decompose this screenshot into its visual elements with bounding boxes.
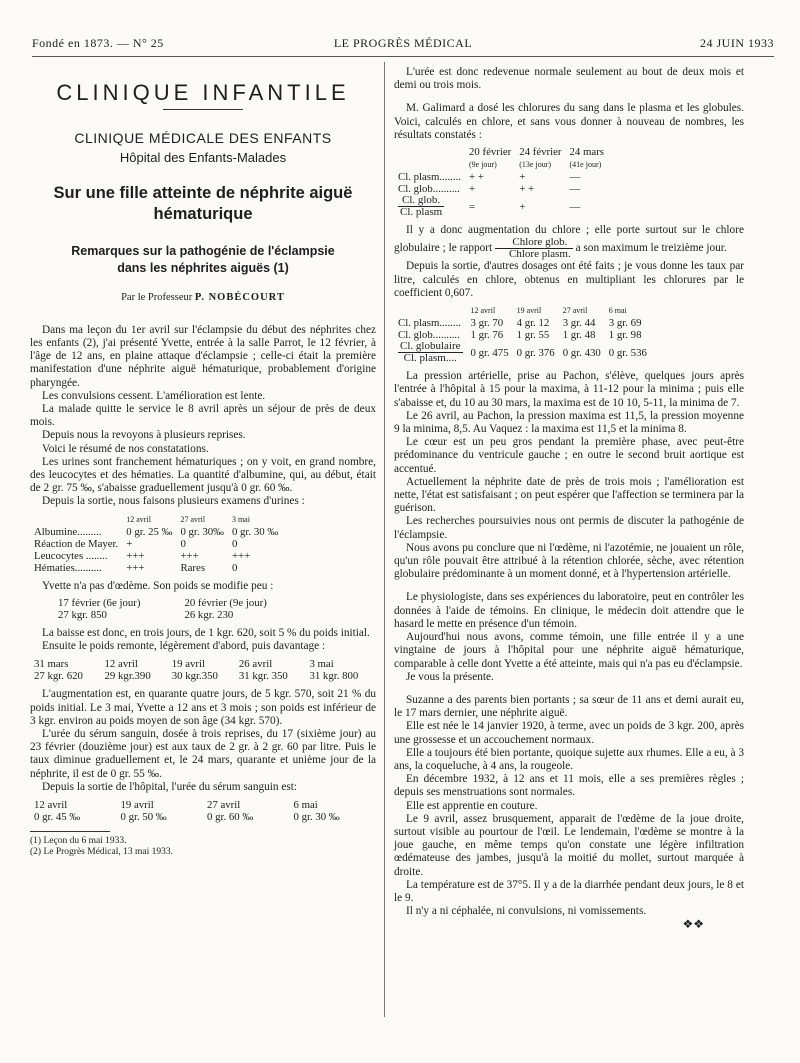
column-header: 27 avril: [180, 514, 206, 524]
table-subheader-row: [394, 158, 608, 171]
article-subtitle: [30, 243, 376, 277]
table-row: [394, 195, 608, 218]
column-subheader: (41e jour): [569, 160, 602, 170]
weight-table-2: [30, 658, 376, 682]
urine-table: [30, 513, 282, 574]
table-cell: 0 gr. 30‰: [180, 525, 224, 538]
table-cell: 1 gr. 48: [562, 329, 596, 342]
table-header-row: [394, 146, 608, 158]
column-header: 27 avril: [562, 306, 588, 316]
table-cell: 31 mars: [34, 658, 69, 671]
spacer: [394, 581, 744, 591]
ratio-denominator: Cl. plasm....: [403, 352, 457, 365]
paragraph: Yvette n'a pas d'œdème. Son poids se modifie peu :: [42, 579, 274, 592]
paragraph-text: a son maximum le treizième jour.: [575, 242, 727, 255]
table-row: [30, 799, 376, 811]
table-row: [30, 550, 282, 562]
clinic-name: CLINIQUE MÉDICALE DES ENFANTS: [74, 130, 332, 147]
table-cell: +: [126, 537, 133, 550]
table-cell: 12 avril: [104, 658, 138, 671]
paragraph: La malade quitte le service le 8 avril après un séjour de près de deux mois.: [30, 403, 376, 429]
column-subheader: (13e jour): [519, 160, 552, 170]
row-label: Hématies..........: [34, 561, 102, 574]
table-cell: + +: [468, 171, 484, 184]
table-cell: +++: [126, 561, 145, 574]
table-cell: +: [468, 183, 476, 196]
spacer: [394, 684, 744, 694]
row-label: Réaction de Mayer.: [34, 537, 119, 550]
running-header: [32, 36, 774, 52]
table-cell: 31 kgr. 350: [238, 670, 288, 683]
paragraph: [394, 224, 744, 260]
chlore-ratio: [495, 237, 573, 260]
header-rule: [32, 56, 774, 57]
table-cell: 3 gr. 44: [562, 317, 596, 330]
table-cell: 19 avril: [120, 799, 154, 812]
footnote-rule: [30, 831, 110, 832]
table-row: [394, 341, 651, 364]
paragraph: Je vous la présente.: [406, 670, 494, 683]
weight-table-1: [54, 597, 271, 621]
subtitle-line2: dans les néphrites aiguës (1): [117, 260, 289, 275]
paragraph-text: Il y a donc augmentation du chlore ; elle porte surtout sur le chlore globulaire ; le rapport: [394, 224, 744, 255]
paragraph: Ensuite le poids remonte, légèrement d'abord, puis davantage :: [42, 640, 326, 653]
paragraph: Elle est née le 14 janvier 1920, à terme, avec un poids de 3 kgr. 200, après une grossesse et un accouchement normaux.: [394, 720, 744, 746]
table-cell: 12 avril: [34, 799, 68, 812]
column-header: 6 mai: [608, 306, 627, 316]
issue-date: 24 JUIN 1933: [700, 36, 774, 50]
journal-title: LE PROGRÈS MÉDICAL: [333, 36, 473, 50]
table-cell: 0: [231, 561, 238, 574]
byline: [30, 291, 376, 304]
table-row: [30, 811, 376, 823]
table-cell: 1 gr. 98: [608, 329, 642, 342]
column-header: 24 février: [519, 146, 562, 159]
table-cell: 27 kgr. 850: [58, 609, 107, 622]
table-cell: 3 mai: [309, 658, 334, 671]
table-cell: 3 gr. 69: [608, 317, 642, 330]
row-label: Cl. plasm........: [398, 317, 461, 330]
chlorure-table-1: [394, 146, 608, 218]
subtitle-line1: Remarques sur la pathogénie de l'éclampsie: [71, 243, 335, 258]
paragraph: Depuis la sortie, d'autres dosages ont été faits ; je vous donne les taux par litre, calculés en chlore, obtenus en multipliant les chlorures par le coefficient 0,607.: [394, 260, 744, 299]
paragraph: Le 26 avril, au Pachon, la pression maxima est 11,5, la pression moyenne 9 la minima, 8,5. Au Vaquez : la maxima est 11,5 et la minima 8.: [394, 409, 744, 436]
column-divider: [384, 62, 385, 1017]
paragraph: Les urines sont franchement hématuriques ; on y voit, en grand nombre, des leucocytes et des hématies. La quantité d'albumine, qui, au début, était de 2 gr. 75 ‰, s'abaisse graduellement jusqu'à 0 gr. 60 ‰.: [30, 455, 376, 495]
table-cell: 0: [231, 537, 238, 550]
table-row: [394, 317, 651, 329]
paragraph: La température est de 37°5. Il y a de la diarrhée pendant deux jours, le 8 et le 9.: [394, 878, 744, 904]
paragraph: Elle a toujours été bien portante, quoique sujette aux rhumes. Elle a eu, à 3 ans, la coqueluche, à 4 ans, la rougeole.: [394, 746, 744, 772]
spacer: [394, 92, 744, 102]
paragraph: Le physiologiste, dans ses expériences du laboratoire, peut en contrôler les données à l'aide de témoins. En clinique, le médecin doit attendre que le hasard le mette en présence d'un témoin.: [394, 591, 744, 630]
paragraph: Dans ma leçon du 1er avril sur l'éclampsie du début des néphrites chez les enfants (2), j'ai présenté Yvette, entrée à la salle Parrot, le 12 février, à l'âge de 12 ans, en plaine attaque d'éclampsie ; celle-ci était la première manifestation d'une néphrite aiguë hématurique, probablement d'origine pharyngée.: [30, 323, 376, 389]
paragraph: Depuis la sortie de l'hôpital, l'urée du sérum sanguin est:: [42, 780, 298, 793]
paragraph: Le 9 avril, assez brusquement, apparait de l'œdème de la joue droite, surtout visible au pourtour de l'œil. Le lendemain, l'œdème se montre à la joue gauche, en même temps qu'on constate une légère infiltration œdémateuse des jambes, jusqu'à la moitié du mollet, surtout marquée à droite.: [394, 812, 744, 878]
article-title-line2: hématurique: [153, 204, 253, 223]
continuation-ornament-icon: ❖❖: [682, 917, 704, 932]
column-header: 12 avril: [470, 306, 496, 316]
table-cell: 0 gr. 45 ‰: [34, 811, 81, 824]
paragraph: En décembre 1932, à 12 ans et 11 mois, elle a ses premières règles ; depuis ses menstruations sont normales.: [394, 773, 744, 799]
table-row: [30, 538, 282, 550]
table-cell: 0 gr. 60 ‰: [207, 811, 254, 824]
table-row: [54, 597, 271, 609]
column-header: 24 mars: [569, 146, 604, 159]
table-row: [394, 171, 608, 183]
table-cell: —: [569, 171, 581, 184]
paragraph: L'augmentation est, en quarante quatre jours, de 5 kgr. 570, soit 21 % du poids initial. Le 3 mai, Yvette a 12 ans et 3 mois ; son poids est inférieur de 3 kgr. environ au poids moyen de son âge (34 kgr. 570).: [30, 688, 376, 727]
hospital-name: Hôpital des Enfants-Malades: [119, 150, 287, 166]
paragraph: La pression artérielle, prise au Pachon, s'élève, quelques jours après l'entrée à l'hôpital à 15 pour la maxima, à 11-12 pour la minima ; puis elle s'abaisse et, du 10 au 30 mars, la maxima est de 10 10, 5-11, la minima de 7.: [394, 370, 744, 409]
table-cell: 6 mai: [293, 799, 318, 812]
table-cell: 27 kgr. 620: [34, 670, 83, 683]
column-header: 3 mai: [231, 514, 250, 524]
row-label: Cl. glob..........: [398, 329, 460, 342]
paragraph: Depuis nous la revoyons à plusieurs reprises.: [42, 429, 246, 442]
ratio-denominator: Cl. plasm: [400, 206, 443, 219]
table-cell: 31 kgr. 800: [309, 670, 359, 683]
table-cell: +: [519, 171, 526, 184]
table-cell: 0 gr. 475: [470, 346, 509, 359]
table-cell: 0 gr. 376: [516, 346, 555, 359]
author-name: P. NOBÉCOURT: [194, 291, 285, 303]
table-cell: 0 gr. 536: [608, 346, 647, 359]
table-cell: + +: [519, 183, 535, 196]
paragraph: L'urée est donc redevenue normale seulement au bout de deux mois et demi ou trois mois.: [394, 66, 744, 92]
table-cell: 0 gr. 30 ‰: [231, 525, 279, 538]
row-label: Cl. glob..........: [398, 183, 460, 196]
table-cell: 26 avril: [238, 658, 273, 671]
paragraph: Nous avons pu conclure que ni l'œdème, ni l'azotémie, ne jouaient un rôle, qu'un rôle pouvait être attribué à la rétention chlorée, sèche, avec rétention globulaire prédominante à un moment donné, et à l'hypertension artérielle.: [394, 541, 744, 581]
uree-table: [30, 799, 376, 823]
paragraph: Les recherches poursuivies nous ont permis de discuter la pathogénie de l'éclampsie.: [394, 515, 744, 541]
paragraph: Il n'y a ni céphalée, ni convulsions, ni vomissements.: [406, 905, 647, 918]
table-cell: 3 gr. 70: [470, 317, 504, 330]
table-cell: 26 kgr. 230: [184, 609, 234, 622]
column-subheader: (9e jour): [468, 160, 497, 170]
table-cell: 0 gr. 50 ‰: [120, 811, 167, 824]
ratio-label: [398, 341, 463, 364]
table-row: [54, 609, 271, 621]
table-cell: 30 kgr.350: [171, 670, 218, 683]
table-cell: +++: [231, 549, 251, 562]
paragraph: Actuellement la néphrite date de près de trois mois ; l'amélioration est nette, l'état est satisfaisant ; on peut espérer que l'affection se terminera par la guérison.: [394, 475, 744, 515]
table-cell: Rares: [180, 561, 206, 574]
table-row: [30, 526, 282, 538]
table-cell: =: [468, 200, 476, 213]
table-row: [30, 562, 282, 574]
table-cell: 17 février (6e jour): [58, 597, 141, 610]
table-row: [30, 658, 376, 670]
table-cell: 0: [180, 537, 186, 550]
paragraph: La baisse est donc, en trois jours, de 1 kgr. 620, soit 5 % du poids initial.: [42, 627, 370, 640]
section-title: CLINIQUE INFANTILE: [56, 80, 350, 105]
paragraph: M. Galimard a dosé les chlorures du sang dans le plasma et les globules. Voici, calculés en chlore, et sans vous donner à nouveau de nombres, les résultats constatés :: [394, 102, 744, 141]
table-row: [30, 670, 376, 682]
table-cell: 19 avril: [171, 658, 206, 671]
footnote: (1) Leçon du 6 mai 1933.: [30, 836, 127, 847]
ratio-denominator: Chlore plasm.: [509, 248, 571, 261]
paragraph: Depuis la sortie, nous faisons plusieurs examens d'urines :: [42, 495, 305, 508]
row-label: Albumine.........: [34, 525, 102, 538]
paragraph: L'urée du sérum sanguin, dosée à trois reprises, du 17 (sixième jour) au 23 février (douzième jour) est aux taux de 2 gr. à 2 gr. 60 par litre. Puis le taux diminue graduellement et, le 24 mars, quarante et unième jour de la néphrite, il est de 0 gr. 55 ‰.: [30, 728, 376, 780]
ratio-numerator: Cl. globulaire: [400, 340, 461, 353]
footnote: (2) Le Progrès Médical, 13 mai 1933.: [30, 847, 173, 858]
table-cell: 4 gr. 12: [516, 317, 550, 330]
column-header: 12 avril: [126, 514, 151, 524]
row-label: Leucocytes ........: [34, 549, 108, 562]
chlorure-table-2: [394, 304, 651, 364]
article-title-line1: Sur une fille atteinte de néphrite aiguë: [53, 183, 353, 202]
column-header: 19 avril: [516, 306, 542, 316]
table-cell: +: [519, 200, 526, 213]
table-cell: 1 gr. 76: [470, 329, 504, 342]
table-cell: 0 gr. 430: [562, 346, 601, 359]
table-header-row: [30, 513, 282, 526]
table-cell: +++: [126, 549, 145, 562]
paragraph: Suzanne a des parents bien portants ; sa sœur de 11 ans et demi aurait eu, le 17 mars dernier, une néphrite aiguë.: [394, 693, 744, 720]
table-cell: —: [569, 200, 581, 213]
table-cell: 27 avril: [207, 799, 241, 812]
column-header: 20 février: [468, 146, 512, 159]
paragraph: Le cœur est un peu gros pendant la première phase, avec peut-être prédominance du ventricule gauche ; en outre le second bruit aortique est accentué.: [394, 436, 744, 475]
paragraph: Voici le résumé de nos constatations.: [42, 442, 209, 455]
right-column: [394, 66, 744, 932]
table-cell: 20 février (9e jour): [184, 597, 267, 610]
table-cell: —: [569, 183, 581, 196]
row-label: Cl. plasm........: [398, 171, 461, 184]
table-cell: 29 kgr.390: [104, 670, 151, 683]
paragraph: Aujourd'hui nous avons, comme témoin, une fille entrée il y a une vingtaine de jours à l'hôpital pour une néphrite aiguë hématurique, comparable à celle dont Yvette a été atteinte, mais qui n'a pas eu d'éclampsie.: [394, 631, 744, 670]
header-founded: Fondé en 1873. — N° 25: [32, 36, 164, 50]
paragraph: Elle est apprentie en couture.: [406, 799, 538, 812]
ratio-label: [398, 195, 444, 218]
table-header-row: [394, 304, 651, 317]
table-cell: 0 gr. 30 ‰: [293, 811, 340, 824]
byline-prefix: Par le Professeur: [121, 291, 193, 303]
paragraph: Les convulsions cessent. L'amélioration est lente.: [42, 389, 266, 402]
section-rule: [163, 109, 243, 110]
table-cell: 1 gr. 55: [516, 329, 550, 342]
table-cell: +++: [180, 549, 199, 562]
left-column: [30, 66, 376, 858]
ratio-numerator: Chlore glob.: [495, 237, 573, 249]
ratio-numerator: Cl. glob.: [398, 195, 444, 207]
table-cell: 0 gr. 25 ‰: [126, 525, 173, 538]
